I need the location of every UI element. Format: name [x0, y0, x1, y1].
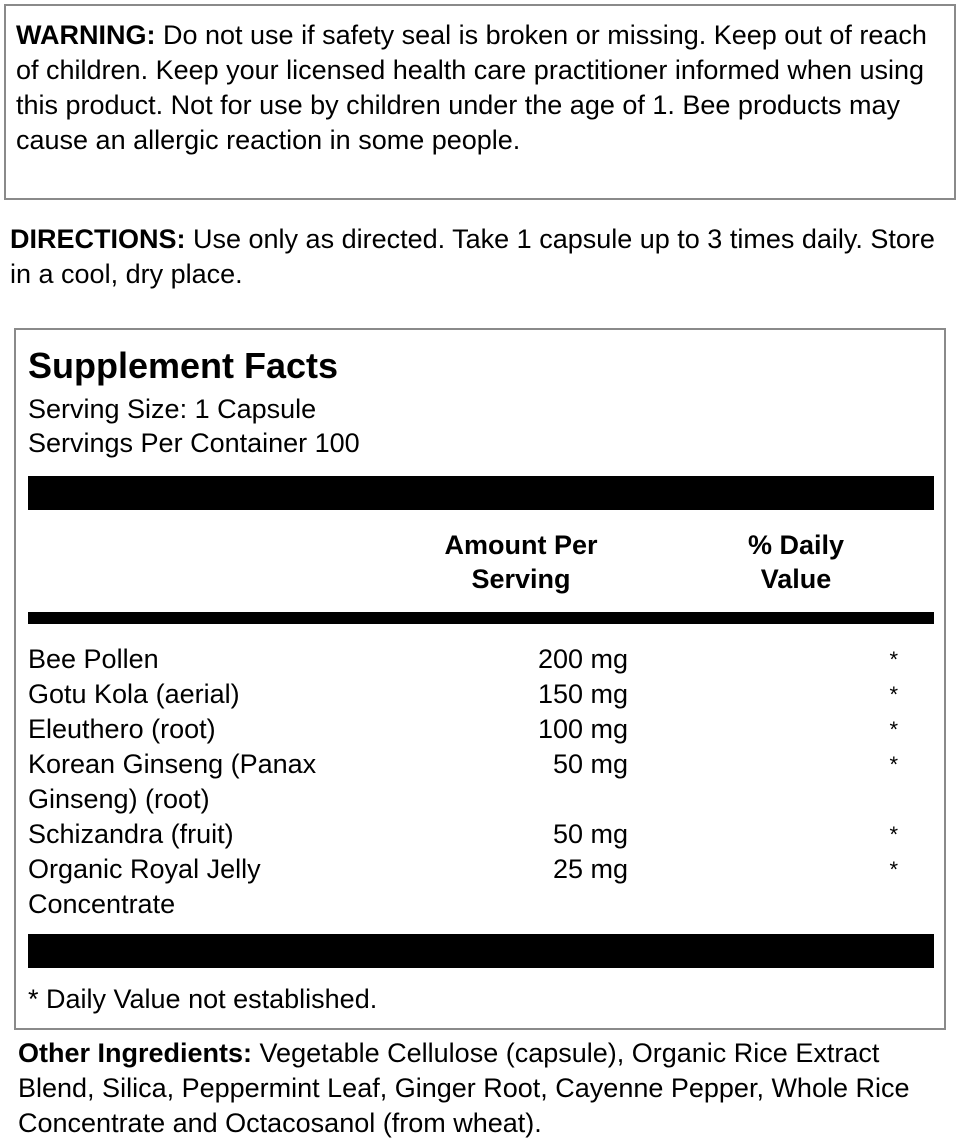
facts-row: [28, 712, 934, 747]
ingredient-daily-value: *: [889, 717, 898, 742]
ingredient-name: Organic Royal Jelly Concentrate: [28, 854, 261, 919]
ingredient-amount: 150 mg: [537, 679, 628, 709]
facts-row: [28, 747, 934, 817]
other-ingredients-text: Vegetable Cellulose (capsule), Organic Rice Extract Blend, Silica, Peppermint Leaf, Ginger Root, Cayenne Pepper, Whole Rice Concentrate and Octacosanol (from wheat).: [18, 1038, 910, 1138]
facts-row: [28, 642, 934, 677]
serving-size: Serving Size: 1 Capsule: [28, 394, 317, 424]
facts-row: [28, 677, 934, 712]
facts-row: [28, 852, 934, 922]
ingredient-amount: 50 mg: [552, 819, 628, 849]
daily-value-footnote: * Daily Value not established.: [28, 984, 378, 1014]
warning-label: WARNING:: [16, 20, 156, 50]
header-daily-value: % Daily Value: [747, 530, 845, 594]
ingredient-amount: 100 mg: [537, 714, 628, 744]
ingredient-amount: 200 mg: [537, 644, 628, 674]
directions: [10, 222, 950, 292]
ingredient-amount: 50 mg: [552, 749, 628, 779]
ingredient-name: Gotu Kola (aerial): [28, 679, 240, 709]
ingredient-amount: 25 mg: [552, 854, 628, 884]
directions-text: Use only as directed. Take 1 capsule up to 3 times daily. Store in a cool, dry place.: [10, 224, 935, 289]
facts-title: Supplement Facts: [28, 345, 339, 386]
directions-label: DIRECTIONS:: [10, 224, 186, 254]
header-amount-per-serving: Amount Per Serving: [444, 530, 598, 594]
servings-per-container: Servings Per Container 100: [28, 428, 360, 458]
ingredient-daily-value: *: [889, 857, 898, 882]
ingredient-daily-value: *: [889, 647, 898, 672]
ingredient-daily-value: *: [889, 822, 898, 847]
divider-thick-top: [28, 476, 934, 510]
other-ingredients: [18, 1036, 948, 1141]
facts-row: [28, 817, 934, 852]
ingredient-name: Eleuthero (root): [28, 714, 216, 744]
warning-text: Do not use if safety seal is broken or missing. Keep out of reach of children. Keep your licensed health care practitioner informed when using this product. Not for use by children under the age of 1. Bee products may cause an allergic reaction in some people.: [16, 20, 927, 155]
ingredient-name: Schizandra (fruit): [28, 819, 234, 849]
other-ingredients-label: Other Ingredients:: [18, 1038, 253, 1068]
ingredient-name: Bee Pollen: [28, 644, 159, 674]
divider-thick-bottom: [28, 934, 934, 968]
warning-box: [4, 4, 956, 200]
ingredient-daily-value: *: [889, 682, 898, 707]
divider-header: [28, 612, 934, 624]
facts-rows: [28, 642, 934, 922]
ingredient-daily-value: *: [889, 752, 898, 777]
ingredient-name: Korean Ginseng (Panax Ginseng) (root): [28, 749, 317, 814]
supplement-facts-panel: [14, 328, 946, 1030]
